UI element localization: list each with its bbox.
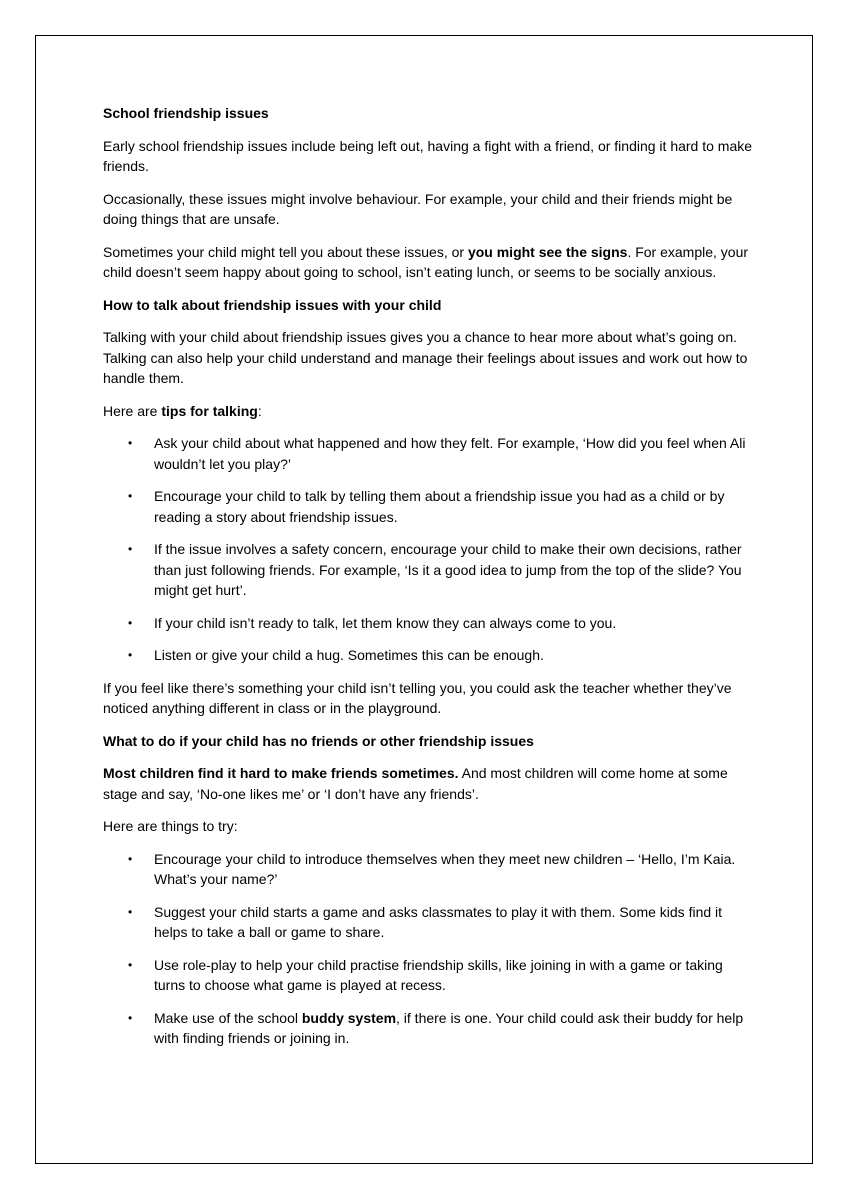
bullet-icon: • <box>128 489 133 503</box>
list-item: • Encourage your child to talk by telling them about a friendship issue you had as a child or by reading a story about friendship issues. <box>128 488 725 525</box>
bullet-icon: • <box>128 615 133 630</box>
heading-how-to-talk: How to talk about friendship issues with your child <box>103 296 442 313</box>
list-item: • Make use of the school buddy system, if there is one. Your child could ask their buddy for help with finding friends or joining in. <box>128 1009 744 1046</box>
bullet-icon: • <box>128 1010 133 1025</box>
document-body <box>103 103 753 1061</box>
paragraph: Talking with your child about friendship issues gives you a chance to hear more about what’s going on. Talking can also help your child understand and manage their feelings about issues and work out how to handle them. <box>103 329 748 386</box>
bold-text: buddy system <box>301 1009 397 1026</box>
bold-text: Most children find it hard to make friends sometimes. <box>103 765 459 781</box>
tips-list <box>103 433 753 666</box>
things-to-try-list <box>103 849 753 1049</box>
paragraph: Early school friendship issues include being left out, having a fight with a friend, or finding it hard to make friends. <box>103 137 753 174</box>
list-item: • Listen or give your child a hug. Sometimes this can be enough. <box>103 645 753 666</box>
list-item: • If the issue involves a safety concern, encourage your child to make their own decisions, rather than just following friends. For example, ‘Is it a good idea to jump from the top of the slide? You might get hurt’. <box>128 541 742 598</box>
heading-school-friendship-issues: School friendship issues <box>103 105 269 121</box>
bullet-icon: • <box>128 436 133 450</box>
bullet-icon: • <box>128 542 133 556</box>
bullet-icon: • <box>128 851 133 866</box>
list-item: • If your child isn’t ready to talk, let them know they can always come to you. <box>103 613 753 634</box>
list-item: • Ask your child about what happened and how they felt. For example, ‘How did you feel when Ali wouldn’t let you play?’ <box>128 435 746 472</box>
bullet-icon: • <box>128 957 133 972</box>
paragraph: Here are tips for talking: <box>103 402 262 419</box>
bold-text: tips for talking <box>161 402 258 419</box>
list-item: • Suggest your child starts a game and asks classmates to play it with them. Some kids find it helps to take a ball or game to share. <box>128 903 723 940</box>
paragraph: Occasionally, these issues might involve behaviour. For example, your child and their friends might be doing things that are unsafe. <box>103 190 733 227</box>
bullet-icon: • <box>128 648 133 662</box>
paragraph: Sometimes your child might tell you about these issues, or you might see the signs. For example, your child doesn’t seem happy about going to school, isn’t eating lunch, or seems to be socially anxious. <box>103 243 749 280</box>
paragraph: Here are things to try: <box>103 818 238 834</box>
list-item: • Use role-play to help your child practise friendship skills, like joining in with a game or taking turns to choose what game is played at recess. <box>128 956 723 993</box>
list-item: • Encourage your child to introduce themselves when they meet new children – ‘Hello, I’m Kaia. What’s your name?’ <box>128 850 736 887</box>
heading-no-friends: What to do if your child has no friends or other friendship issues <box>103 732 534 749</box>
paragraph: Most children find it hard to make friends sometimes. And most children will come home at some stage and say, ‘No-one likes me’ or ‘I don’t have any friends’. <box>103 765 728 802</box>
bullet-icon: • <box>128 904 133 919</box>
bold-text: you might see the signs <box>467 243 628 260</box>
paragraph: If you feel like there’s something your child isn’t telling you, you could ask the teacher whether they’ve noticed anything different in class or in the playground. <box>103 679 732 716</box>
